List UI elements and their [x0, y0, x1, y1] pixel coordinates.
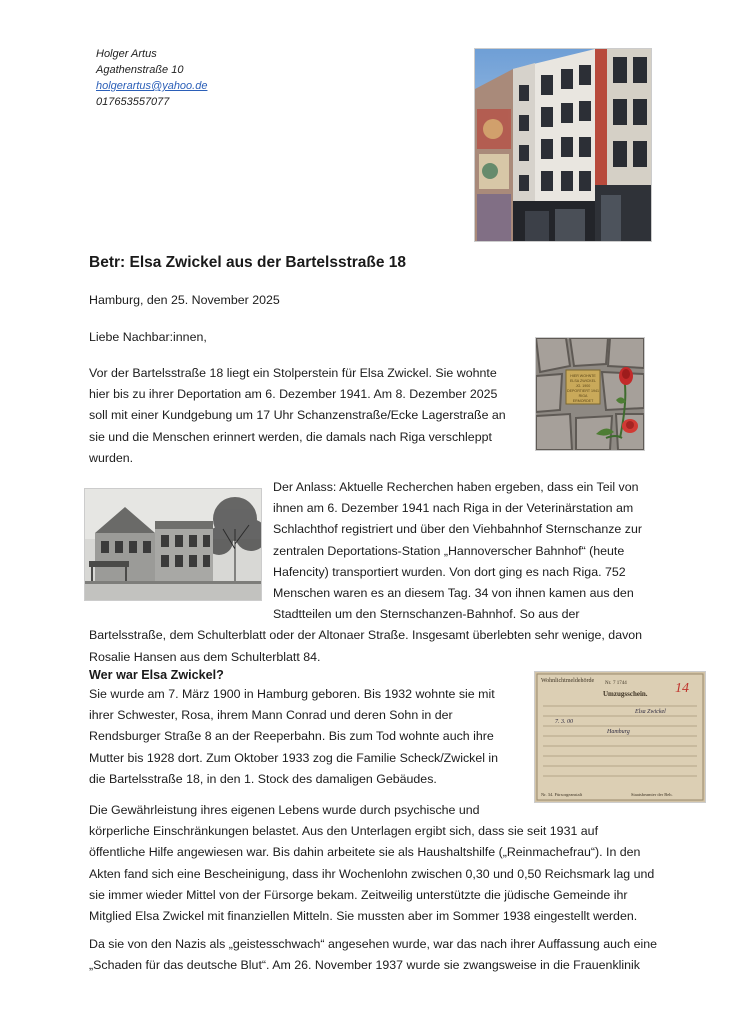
- anlass-paragraph: [89, 477, 643, 668]
- stone-text-6: ERMORDET: [572, 399, 594, 403]
- closing-line: Da sie von den Nazis als „geistesschwach“ angesehen wurde, war das nach ihrer Auffassung auch eine: [89, 937, 658, 951]
- intro-line: Vor der Bartelsstraße 18 liegt ein Stolperstein für Elsa Zwickel. Sie wohnte: [89, 366, 497, 380]
- page-title: Betr: Elsa Zwickel aus der Bartelsstraße 18: [89, 254, 407, 271]
- bio-line: Mutter bis 1928 dort. Zum Oktober 1933 zog die Familie Scheck/Zwickel in: [89, 750, 499, 765]
- doc-handwritten-name: Elsa Zwickel: [635, 709, 666, 715]
- building-photo: [474, 48, 652, 242]
- sender-block: [96, 46, 207, 110]
- doc-number: 7 1744: [613, 681, 627, 686]
- historic-building-photo: [84, 488, 262, 601]
- intro-line: sie und die Menschen erinnert werden, die damals nach Riga verschleppt: [89, 429, 492, 444]
- gewaehr-line: Mitglied Elsa Zwickel mit finanziellen Mitteln. Sie mussten aber im Sommer 1938 eingestellt werden.: [89, 909, 638, 924]
- doc-header: Wohnlichtmeldehörde: [541, 678, 595, 684]
- gewaehr-line: körperliche Einschränkungen belastet. Aus den Unterlagen ergibt sich, dass sie seit 1931 auf: [89, 824, 599, 839]
- anlass-line: Bartelsstraße, dem Schulterblatt oder der Altonaer Straße. Insgesamt überlebten sehr wenige, davon: [89, 628, 643, 643]
- anlass-line: Rosalie Hansen aus dem Schulterblatt 84.: [89, 649, 321, 664]
- doc-number-label: Nr.: [605, 681, 612, 686]
- intro-paragraph: [89, 363, 506, 469]
- bio-line: Sie wurde am 7. März 1900 in Hamburg geboren. Bis 1932 wohnte sie mit: [89, 687, 495, 701]
- intro-line: hier bis zu ihrer Deportation am 6. Dezember 1941. Am 8. Dezember 2025: [89, 387, 498, 402]
- archive-document-photo: [534, 671, 706, 803]
- salutation: Liebe Nachbar:innen,: [89, 330, 207, 344]
- anlass-line: Menschen waren es an diesem Tag. 34 von ihnen kamen aus den: [273, 586, 634, 601]
- doc-footer-right: Staatsbeamter der Beh.: [631, 792, 673, 797]
- gewaehr-line: Akten fand sich eine Bescheinigung, dass ihr Wochenlohn zwischen 0,30 und 0,50 Reichsmark lag und: [89, 866, 655, 881]
- anlass-line: Der Anlass: Aktuelle Recherchen haben ergeben, dass ein Teil von: [273, 480, 639, 494]
- sender-street: Agathenstraße 10: [96, 64, 184, 76]
- closing-line: „Schaden für das deutsche Blut“. Am 26. November 1937 wurde sie zwangsweise in die Frauenklinik: [89, 958, 640, 973]
- sender-name: Holger Artus: [96, 48, 157, 60]
- anlass-line: zentralen Deportations-Station „Hannoverscher Bahnhof“ (heute: [273, 543, 625, 558]
- stolperstein-photo: [535, 337, 645, 451]
- sender-email-link[interactable]: holgerartus@yahoo.de: [96, 80, 208, 92]
- section-heading: Wer war Elsa Zwickel?: [89, 668, 224, 682]
- doc-footer-left: Nr. 34. Fürsorgeanstalt: [541, 792, 583, 797]
- bio-line: ihrer Schwester, Rosa, ihrem Mann Conrad und deren Sohn in der: [89, 708, 453, 723]
- intro-line: wurden.: [89, 450, 134, 465]
- stone-text-2: ELSA ZWICKEL: [570, 379, 596, 383]
- anlass-line: ihnen am 6. Dezember 1941 nach Riga in der Veterinärstation am: [273, 501, 634, 516]
- doc-red-mark: 14: [675, 681, 689, 696]
- bio-line: Rendsburger Straße 8 an der Reeperbahn. Bis zum Tod wohnte auch ihre: [89, 729, 494, 744]
- bio-line: die Bartelsstraße 18, in den 1. Stock des damaligen Gebäudes.: [89, 771, 437, 786]
- gewaehrleistung-paragraph: [89, 800, 654, 927]
- stone-text-3: JG. 1900: [575, 384, 591, 388]
- gewaehr-line: öffentliche Hilfe angewiesen war. Bis dahin arbeitete sie als Haushaltshilfe („Reinmachefrau“). In den: [89, 845, 641, 860]
- bio-paragraph: [89, 684, 498, 790]
- stone-text-5: RIGA: [578, 394, 588, 398]
- intro-line: soll mit einer Kundgebung um 17 Uhr Schanzenstraße/Ecke Lagerstraße an: [89, 408, 506, 423]
- doc-form-title: Umzugsschein.: [603, 690, 648, 698]
- doc-handwritten-date: 7. 3. 00: [555, 719, 573, 725]
- doc-handwritten-place: Hamburg: [607, 729, 630, 735]
- anlass-line: Stadtteilen um den Sternschanzen-Bahnhof. So aus der: [273, 607, 580, 622]
- anlass-line: Schlachthof registriert und über den Viehbahnhof Sternschanze zur: [273, 522, 642, 537]
- anlass-line: Hafencity) transportiert wurden. Von dort ging es nach Riga. 752: [273, 564, 626, 579]
- stone-text-1: HIER WOHNTE: [570, 374, 596, 378]
- date-line: Hamburg, den 25. November 2025: [89, 293, 280, 307]
- stone-text-4: DEPORTIERT 1941: [567, 389, 599, 393]
- closing-paragraph: [89, 934, 657, 976]
- gewaehr-line: sie immer wieder Mittel von der Fürsorge bekam. Zeitweilig unterstützte die jüdische Gemeinde ihr: [89, 887, 628, 902]
- sender-phone: 017653557077: [96, 96, 170, 108]
- gewaehr-line: Die Gewährleistung ihres eigenen Lebens wurde durch psychische und: [89, 803, 480, 817]
